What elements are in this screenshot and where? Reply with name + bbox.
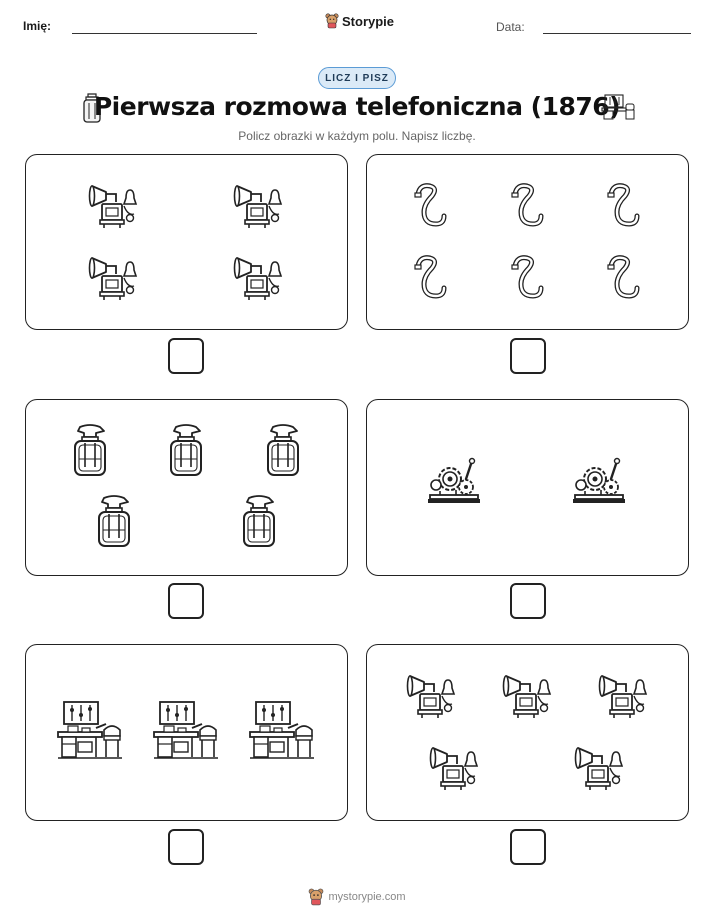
- counting-panel: [366, 399, 689, 576]
- workbench-icon: [601, 94, 635, 122]
- page-title: Pierwsza rozmowa telefoniczna (1876): [93, 92, 621, 121]
- footer: [0, 888, 714, 906]
- phonograph-telephone-icon: [88, 180, 140, 230]
- gear-machine-icon: [426, 457, 482, 507]
- answer-box[interactable]: [168, 583, 204, 619]
- phonograph-telephone-icon: [598, 670, 650, 720]
- footer-url[interactable]: mystorypie.com: [328, 891, 406, 903]
- phonograph-telephone-icon: [502, 670, 554, 720]
- answer-box[interactable]: [168, 338, 204, 374]
- battery-jar-icon: [70, 423, 110, 479]
- battery-jar-icon: [94, 494, 134, 550]
- answer-box[interactable]: [510, 583, 546, 619]
- phonograph-telephone-icon: [406, 670, 458, 720]
- name-input-line[interactable]: [72, 33, 257, 34]
- cable-icon: [603, 252, 643, 304]
- bear-icon: [325, 13, 339, 29]
- date-label: Data:: [496, 20, 525, 34]
- workbench-icon: [248, 700, 316, 764]
- brand-name: Storypie: [342, 13, 395, 29]
- phonograph-telephone-icon: [233, 252, 285, 302]
- cable-icon: [507, 180, 547, 232]
- date-input-line[interactable]: [543, 33, 691, 34]
- answer-box[interactable]: [510, 338, 546, 374]
- cable-icon: [507, 252, 547, 304]
- phonograph-telephone-icon: [429, 742, 481, 792]
- battery-jar-icon: [239, 494, 279, 550]
- cable-icon: [603, 180, 643, 232]
- workbench-icon: [152, 700, 220, 764]
- phonograph-telephone-icon: [574, 742, 626, 792]
- battery-jar-icon: [166, 423, 206, 479]
- answer-box[interactable]: [510, 829, 546, 865]
- phonograph-telephone-icon: [233, 180, 285, 230]
- instructions: Policz obrazki w każdym polu. Napisz liczbę.: [238, 129, 476, 143]
- answer-box[interactable]: [168, 829, 204, 865]
- cable-icon: [410, 252, 450, 304]
- name-label: Imię:: [23, 19, 52, 33]
- counting-panel: [25, 154, 348, 330]
- phonograph-telephone-icon: [88, 252, 140, 302]
- activity-tag: LICZ I PISZ: [318, 67, 396, 89]
- bear-icon: [308, 888, 324, 906]
- battery-jar-icon: [263, 423, 303, 479]
- cable-icon: [410, 180, 450, 232]
- brand-logo: [325, 13, 394, 29]
- workbench-icon: [56, 700, 124, 764]
- gear-machine-icon: [571, 457, 627, 507]
